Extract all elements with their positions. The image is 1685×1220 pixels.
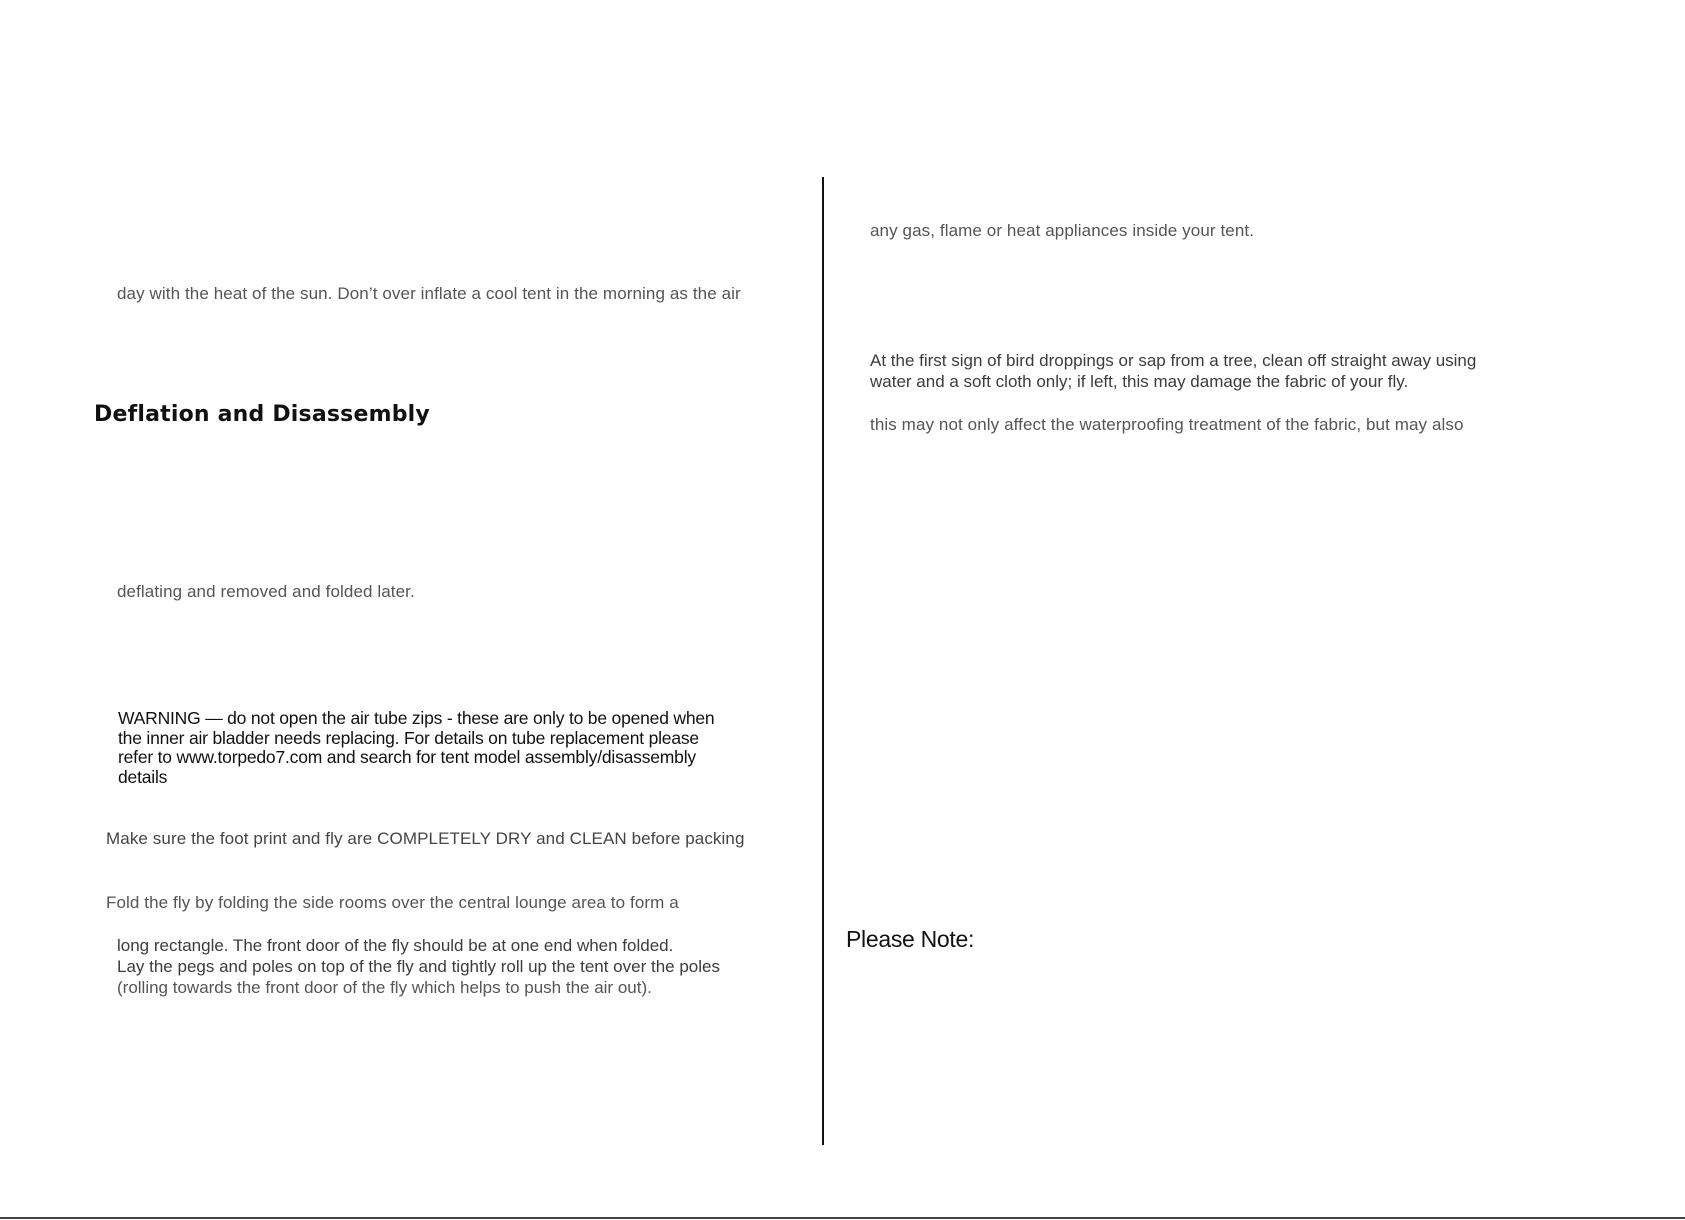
make-sure-dry-line: Make sure the foot print and fly are COMPLETELY DRY and CLEAN before packing [106,829,745,848]
fold-instructions-block [117,935,720,998]
warning-line: WARNING — do not open the air tube zips - these are only to be opened when [118,708,715,728]
please-note-heading: Please Note: [846,926,975,952]
fold-instruction-line: (rolling towards the front door of the fly which helps to push the air out). [117,978,652,997]
fold-instruction-line: long rectangle. The front door of the fly should be at one end when folded. [117,936,674,955]
bird-droppings-line: water and a soft cloth only; if left, this may damage the fabric of your fly. [870,372,1409,391]
page-bottom-rule [0,1217,1685,1219]
fold-instruction-line: Lay the pegs and poles on top of the fly and tightly roll up the tent over the poles [117,957,720,976]
warning-line: the inner air bladder needs replacing. For details on tube replacement please [118,727,699,748]
warning-line: refer to www.torpedo7.com and search for tent model assembly/disassembly [118,747,696,767]
bird-droppings-line: At the first sign of bird droppings or sap from a tree, clean off straight away using [870,351,1477,370]
fold-fly-line: Fold the fly by folding the side rooms over the central lounge area to form a [106,893,679,912]
bird-droppings-block [870,350,1476,392]
column-divider [822,177,824,1145]
deflating-line: deflating and removed and folded later. [117,582,415,601]
warning-block [118,709,758,787]
gas-appliances-line: any gas, flame or heat appliances inside your tent. [870,221,1255,240]
warning-line: details [118,766,168,787]
deflation-intro-line: day with the heat of the sun. Don’t over inflate a cool tent in the morning as the air [117,284,741,303]
waterproofing-line: this may not only affect the waterproofing treatment of the fabric, but may also [870,415,1464,434]
section-heading-deflation: Deflation and Disassembly [94,402,430,427]
